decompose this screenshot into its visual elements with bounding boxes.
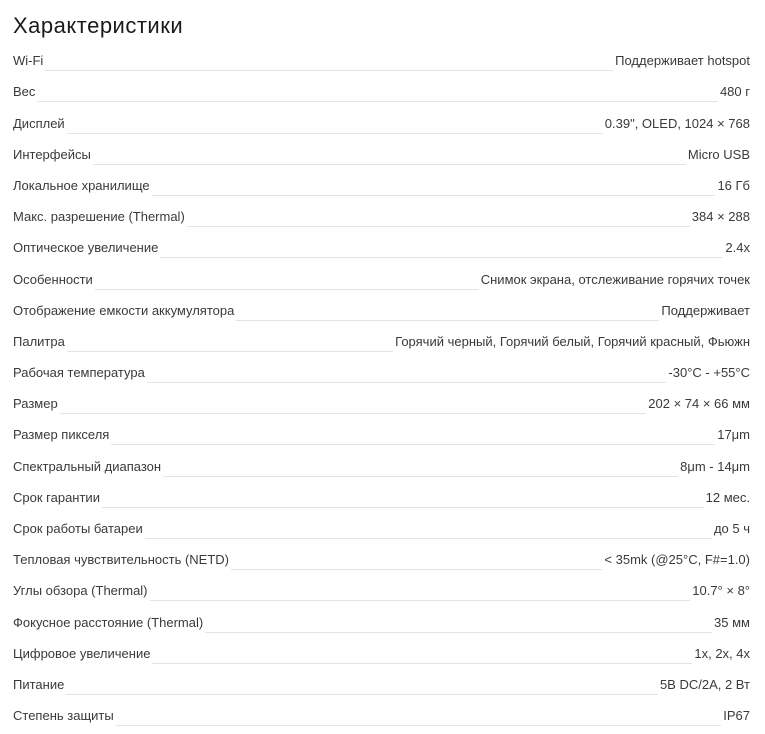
spec-value: 35 мм [714,614,750,630]
spec-leader-line [152,194,716,196]
spec-row-display [13,105,750,136]
spec-leader-line [111,443,715,445]
spec-leader-line [37,100,718,102]
spec-leader-line [116,724,722,726]
spec-value: 202 × 74 × 66 мм [648,396,750,412]
spec-value: 12 мес. [705,489,750,505]
spec-value: до 5 ч [713,521,750,536]
spec-row-battery-display [13,293,750,324]
spec-row-power [13,667,750,698]
spec-label: Размер [13,396,58,412]
spec-leader-line [45,69,613,71]
spec-label: Макс. разрешение (Thermal) [13,209,185,225]
spec-leader-line [67,350,393,352]
spec-label: Оптическое увеличение [13,240,159,256]
spec-label: Рабочая температура [13,365,145,381]
spec-leader-line [236,319,659,321]
spec-value: 5B DC/2A, 2 Вт [659,676,750,692]
spec-row-palette [13,324,750,355]
spec-label: Дисплей [13,115,65,131]
spec-leader-line [231,568,602,570]
section-title: Характеристики [13,13,184,38]
spec-row-size [13,386,750,417]
spec-label: Срок гарантии [13,489,100,505]
spec-leader-line [93,163,686,165]
spec-value: 2.4x [725,240,750,256]
spec-value: 384 × 288 [691,209,750,225]
spec-leader-line [152,662,692,664]
spec-value: 8μm - 14μm [680,458,750,474]
spec-label: Фокусное расстояние (Thermal) [13,614,204,630]
spec-value: Micro USB [687,146,750,162]
spec-leader-line [150,599,691,601]
spec-row-protection [13,698,750,729]
spec-row-focal-length [13,604,750,635]
spec-row-weight [13,74,750,105]
spec-value: -30°C - +55°C [668,365,750,381]
spec-label: Интерфейсы [13,146,91,162]
specs-list [13,43,750,729]
spec-leader-line [163,475,678,477]
spec-label: Особенности [13,271,93,287]
spec-row-interfaces [13,137,750,168]
spec-value: IP67 [723,708,750,724]
spec-value: 480 г [719,84,750,100]
spec-leader-line [60,412,647,414]
spec-leader-line [160,256,723,258]
spec-row-storage [13,168,750,199]
spec-row-operating-temp [13,355,750,386]
spec-leader-line [67,132,603,134]
spec-label: Питание [13,676,65,692]
spec-row-wifi [13,43,750,74]
spec-row-max-resolution [13,199,750,230]
spec-label: Вес [13,84,36,100]
spec-value: < 35mk (@25°C, F#=1.0) [604,552,750,568]
spec-value: 10.7° × 8° [692,583,750,599]
spec-label: Тепловая чувствительность (NETD) [13,552,229,568]
spec-label: Wi-Fi [13,53,44,69]
spec-leader-line [66,693,658,695]
spec-row-battery-life [13,511,750,542]
spec-row-digital-zoom [13,636,750,667]
spec-value: 16 Гб [717,177,750,193]
spec-row-features [13,261,750,292]
spec-row-warranty [13,480,750,511]
spec-leader-line [95,288,479,290]
spec-row-spectral-range [13,448,750,479]
spec-label: Спектральный диапазон [13,458,162,474]
spec-leader-line [147,381,667,383]
spec-value: 17μm [717,427,750,443]
spec-value: 0.39", OLED, 1024 × 768 [604,115,750,131]
spec-leader-line [187,225,690,227]
spec-label: Размер пикселя [13,427,110,443]
spec-label: Отображение емкости аккумулятора [13,302,235,318]
spec-label: Степень защиты [13,708,114,724]
spec-value: Поддерживает hotspot [615,53,750,69]
spec-label: Углы обзора (Thermal) [13,583,148,599]
spec-value: Поддерживает [661,302,750,318]
spec-row-pixel-size [13,417,750,448]
spec-leader-line [205,631,712,633]
spec-leader-line [145,537,712,539]
spec-label: Цифровое увеличение [13,645,151,661]
spec-label: Локальное хранилище [13,177,150,193]
spec-row-field-of-view [13,573,750,604]
spec-label: Палитра [13,333,65,349]
spec-leader-line [102,506,704,508]
spec-value: Снимок экрана, отслеживание горячих точек [480,271,750,287]
spec-value: Горячий черный, Горячий белый, Горячий красный, Фьюжн [395,333,750,349]
spec-label: Срок работы батареи [13,521,143,536]
spec-row-optical-zoom [13,230,750,261]
spec-row-netd [13,542,750,573]
spec-value: 1x, 2x, 4x [694,645,750,661]
